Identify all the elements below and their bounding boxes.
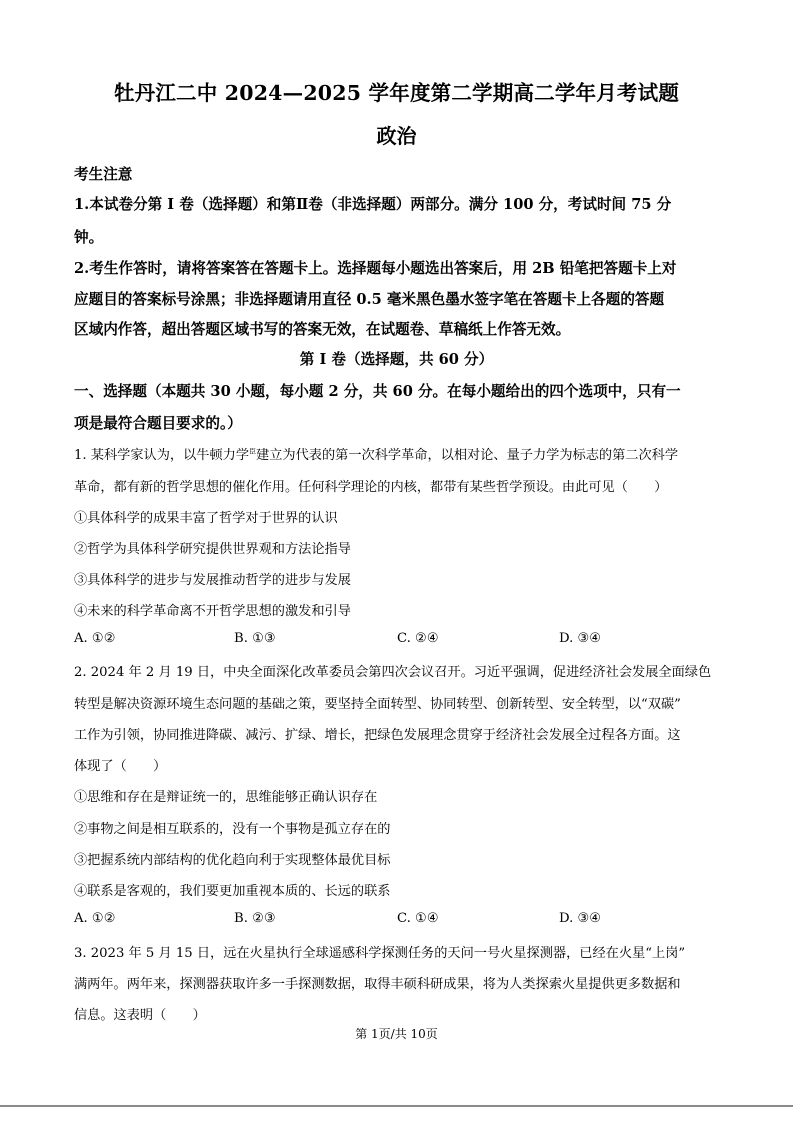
q2-statement-4: ④联系是客观的，我们要更加重视本质的、长远的联系 bbox=[74, 884, 391, 899]
q1-stem-line-1 bbox=[74, 444, 678, 463]
exam-subject: 政治 bbox=[376, 124, 417, 148]
q1-stem-line-2: 革命，都有新的哲学思想的催化作用。任何科学理论的内核，都带有某些哲学预设。由此可见（ ） bbox=[74, 480, 668, 495]
notice-item-1-line-1: 1.本试卷分第 I 卷（选择题）和第Ⅱ卷（非选择题）两部分。满分 100 分，考试时间 75 分 bbox=[74, 196, 672, 213]
q1-option-a: A. ①② bbox=[74, 631, 116, 646]
q2-stem-line-3: 工作为引领，协同推进降碳、减污、扩绿、增长，把绿色发展理念贯穿于经济社会发展全过程各方面。这 bbox=[74, 728, 681, 743]
q2-statement-1: ①思维和存在是辩证统一的，思维能够正确认识存在 bbox=[74, 790, 378, 805]
q1-stem-part-b: 建立为代表的第一次科学革命，以相对论、量子力学为标志的第二次科学 bbox=[256, 448, 679, 463]
notice-item-2-line-2: 应题目的答案标号涂黑；非选择题请用直径 0.5 毫米黑色墨水签字笔在答题卡上各题的答题 bbox=[74, 291, 665, 308]
q1-statement-1: ①具体科学的成果丰富了哲学对于世界的认识 bbox=[74, 511, 338, 526]
q2-stem-line-4: 体现了（ ） bbox=[74, 759, 167, 774]
notice-heading: 考生注意 bbox=[74, 166, 133, 183]
q1-stem-part-a: 1. 某科学家认为，以牛顿力学 bbox=[74, 448, 250, 463]
notice-item-2-line-1: 2.考生作答时，请将答案答在答题卡上。选择题每小题选出答案后，用 2B 铅笔把答题卡上对 bbox=[74, 260, 677, 277]
q1-option-d: D. ③④ bbox=[559, 631, 602, 646]
q1-statement-3: ③具体科学的进步与发展推动哲学的进步与发展 bbox=[74, 573, 351, 588]
q2-option-a: A. ①② bbox=[74, 911, 116, 926]
q3-stem-line-3: 信息。这表明（ ） bbox=[74, 1008, 206, 1023]
q3-stem-line-2: 满两年。两年来，探测器获取许多一手探测数据，取得丰硕科研成果，将为人类探索火星提供更多数据和 bbox=[74, 977, 681, 992]
q3-stem-line-1: 3. 2023 年 5 月 15 日，远在火星执行全球遥感科学探测任务的天问一号火星探测器，已经在火星“上岗” bbox=[74, 946, 686, 961]
q1-option-c: C. ②④ bbox=[397, 631, 439, 646]
q2-option-c: C. ①④ bbox=[397, 911, 439, 926]
q1-stray-mark: 臣 bbox=[249, 447, 257, 456]
q2-statement-3: ③把握系统内部结构的优化趋向利于实现整体最优目标 bbox=[74, 853, 391, 868]
q2-stem-line-1: 2. 2024 年 2 月 19 日，中央全面深化改革委员会第四次会议召开。习近平强调，促进经济社会发展全面绿色 bbox=[74, 665, 712, 680]
section-heading-line-1: 一、选择题（本题共 30 小题，每小题 2 分，共 60 分。在每小题给出的四个选项中，只有一 bbox=[74, 383, 681, 400]
exam-title: 牡丹江二中 2024—2025 学年度第二学期高二学年月考试题 bbox=[113, 81, 680, 105]
notice-item-2-line-3: 区域内作答，超出答题区域书写的答案无效，在试题卷、草稿纸上作答无效。 bbox=[74, 321, 571, 338]
q2-stem-line-2: 转型是解决资源环境生态问题的基础之策，要坚持全面转型、协同转型、创新转型、安全转型，以“双碳” bbox=[74, 697, 681, 712]
q1-statement-2: ②哲学为具体科学研究提供世界观和方法论指导 bbox=[74, 542, 351, 557]
q2-statement-2: ②事物之间是相互联系的，没有一个事物是孤立存在的 bbox=[74, 822, 391, 837]
page-number: 第 1页/共 10页 bbox=[355, 1027, 438, 1041]
q2-option-d: D. ③④ bbox=[559, 911, 602, 926]
q1-statement-4: ④未来的科学革命离不开哲学思想的激发和引导 bbox=[74, 604, 351, 619]
page-bottom-divider bbox=[0, 1105, 793, 1107]
q1-option-b: B. ①③ bbox=[234, 631, 276, 646]
section-heading-line-2: 项是最符合题目要求的。） bbox=[74, 415, 242, 432]
q2-option-b: B. ②③ bbox=[234, 911, 276, 926]
part-one-title: 第 I 卷（选择题，共 60 分） bbox=[299, 351, 494, 368]
notice-item-1-line-2: 钟。 bbox=[74, 229, 104, 246]
